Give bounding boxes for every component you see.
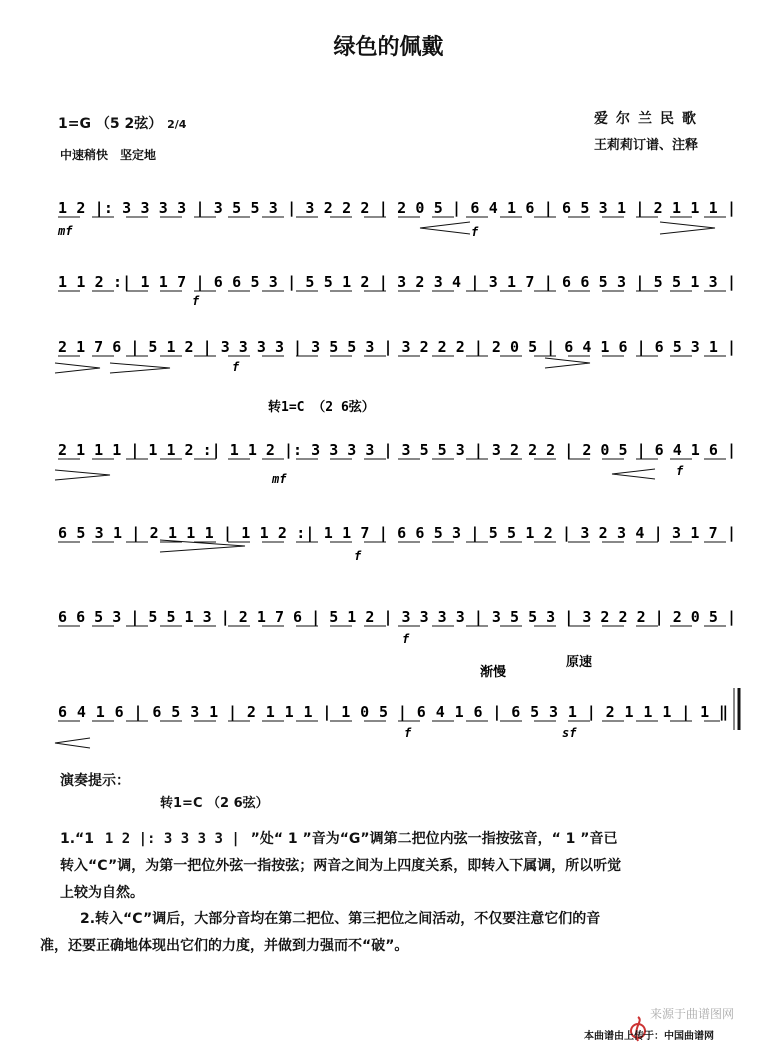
- hint-1-prefix: 1.“1: [60, 831, 95, 847]
- hint-1-text: ”处“ 1 ”音为“G”调第二把位内弦一指按弦音，“ 1 ”音已: [250, 831, 618, 847]
- hint-paragraph-2: [40, 906, 740, 960]
- hint-2-line1: 2.转入“C”调后，大部分音均在第二把位、第三把位之间活动，不仅要注意它们的音: [80, 911, 601, 927]
- hint-1-line3: 上较为自然。: [60, 885, 144, 901]
- ritardando-mark: 渐慢: [480, 665, 507, 680]
- hint-paragraph-1: [60, 826, 740, 907]
- footer-credit: 本曲谱由上传于：中国曲谱网: [584, 1031, 714, 1042]
- watermark-text: 来源于曲谱图网: [650, 1007, 735, 1021]
- key-label: 1=G （5 2弦）: [58, 116, 163, 132]
- score-row-4: 2 1 1 1 | 1 1 2 :| 1 1 2 |: 3 3 3 3 | 3 5 5 3 | 3 2 2 2 | 2 0 5 | 6 4 1 6 |: [58, 441, 736, 459]
- hint-2-line2: 准，还要正确地体现出它们的力度，并做到力强而不“破”。: [40, 938, 409, 954]
- tempo-marking: 中速稍快 坚定地: [60, 148, 157, 162]
- dynamic-f-6: f: [402, 632, 410, 646]
- dynamic-f-1: f: [471, 225, 479, 239]
- dynamic-f-3: f: [232, 360, 240, 374]
- dynamic-f-7: f: [404, 726, 412, 740]
- score-row-1: 1 2 |: 3 3 3 3 | 3 5 5 3 | 3 2 2 2 | 2 0 5 | 6 4 1 6 | 6 5 3 1 | 2 1 1 1 |: [58, 199, 736, 217]
- score-row-2: 1 1 2 :| 1 1 7 | 6 6 5 3 | 5 5 1 2 | 3 2 3 4 | 3 1 7 | 6 6 5 3 | 5 5 1 3 |: [58, 273, 736, 291]
- a-tempo-mark: 原速: [566, 655, 593, 670]
- score-row-7: 6 4 1 6 | 6 5 3 1 | 2 1 1 1 | 1 0 5 | 6 4 1 6 | 6 5 3 1 | 2 1 1 1 | 1 ‖: [58, 703, 728, 721]
- hint-modulation: 转1=C （2 6弦）: [160, 796, 269, 811]
- dynamic-mf: mf: [58, 224, 73, 238]
- dynamic-sf: sf: [562, 726, 577, 740]
- dynamic-f-2: f: [192, 294, 200, 308]
- score-row-5: 6 5 3 1 | 2 1 1 1 | 1 1 2 :| 1 1 7 | 6 6 5 3 | 5 5 1 2 | 3 2 3 4 | 3 1 7 |: [58, 524, 736, 542]
- dynamic-mf-2: mf: [272, 472, 287, 486]
- hint-1-line2: 转入“C”调，为第一把位外弦一指按弦；两音之间为上四度关系，即转入下属调，所以听觉: [60, 858, 622, 874]
- score-rows: [58, 199, 736, 722]
- hints-heading: 演奏提示：: [60, 773, 130, 789]
- modulation-mark: 转1=C （2 6弦）: [268, 400, 375, 415]
- composer-credit: 爱尔兰民歌: [594, 111, 704, 127]
- time-signature: 2/4: [167, 118, 187, 131]
- score-row-3: 2 1 7 6 | 5 1 2 | 3 3 3 3 | 3 5 5 3 | 3 2 2 2 | 2 0 5 | 6 4 1 6 | 6 5 3 1 |: [58, 338, 736, 356]
- hint-1-example: 1 2 |: 3 3 3 3 |: [104, 831, 240, 847]
- dynamic-f-5: f: [354, 549, 362, 563]
- page-title: 绿色的佩戴: [333, 35, 444, 60]
- arranger-credit: 王莉莉订谱、注释: [594, 138, 699, 153]
- dynamic-f-4: f: [676, 464, 684, 478]
- hairpins: [55, 222, 715, 748]
- score-row-6: 6 6 5 3 | 5 5 1 3 | 2 1 7 6 | 5 1 2 | 3 3 3 3 | 3 5 5 3 | 3 2 2 2 | 2 0 5 |: [58, 608, 736, 626]
